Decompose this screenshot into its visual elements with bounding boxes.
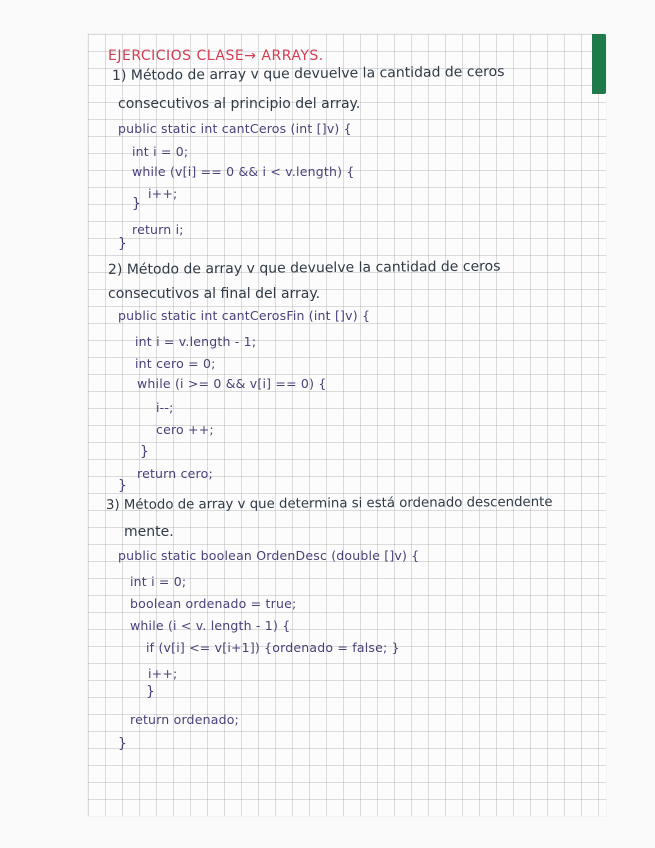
ex2-code-line: cero ++; (156, 422, 214, 437)
page-title: EJERCICIOS CLASE→ ARRAYS. (108, 48, 324, 64)
ex1-code-line: public static int cantCeros (int []v) { (118, 121, 352, 136)
notebook-edge-tab (592, 34, 606, 94)
exercise-3-description: 3) Método de array v que determina si está ordenado descendente (105, 494, 553, 513)
exercise-1-description: 1) Método de array v que devuelve la cantidad de ceros (111, 63, 505, 84)
ex2-code-line: int cero = 0; (135, 356, 216, 371)
ex2-code-line: while (i >= 0 && v[i] == 0) { (137, 376, 327, 391)
ex2-code-line: } (140, 444, 149, 460)
ex1-code-line: } (132, 196, 141, 212)
ex1-code-line: i++; (148, 186, 178, 201)
ex3-code-line: } (118, 736, 127, 752)
exercise-2-description-cont: consecutivos al final del array. (108, 286, 321, 302)
ex2-code-line: int i = v.length - 1; (135, 334, 257, 349)
exercise-3-description-cont: mente. (124, 524, 174, 540)
ex3-code-line: i++; (148, 666, 178, 681)
ex3-code-line: int i = 0; (130, 574, 187, 589)
ex1-code-line: return i; (132, 222, 184, 237)
ex3-code-line: public static boolean OrdenDesc (double []v) { (118, 548, 420, 563)
ex3-code-line: return ordenado; (130, 712, 239, 727)
exercise-1-description-cont: consecutivos al principio del array. (118, 96, 361, 112)
ex3-code-line: while (i < v. length - 1) { (130, 618, 291, 633)
ex1-code-line: } (118, 236, 127, 252)
ex2-code-line: return cero; (137, 466, 213, 481)
ex3-code-line: } (146, 684, 155, 700)
ex1-code-line: int i = 0; (132, 144, 189, 159)
ex3-code-line: boolean ordenado = true; (130, 596, 297, 611)
ex3-code-line: if (v[i] <= v[i+1]) {ordenado = false; } (146, 640, 400, 655)
exercise-2-description: 2) Método de array v que devuelve la cantidad de ceros (107, 258, 501, 278)
ex2-code-line: } (118, 478, 127, 494)
ex2-code-line: public static int cantCerosFin (int []v) { (118, 308, 371, 323)
ex2-code-line: i--; (156, 400, 174, 415)
ex1-code-line: while (v[i] == 0 && i < v.length) { (132, 164, 355, 179)
